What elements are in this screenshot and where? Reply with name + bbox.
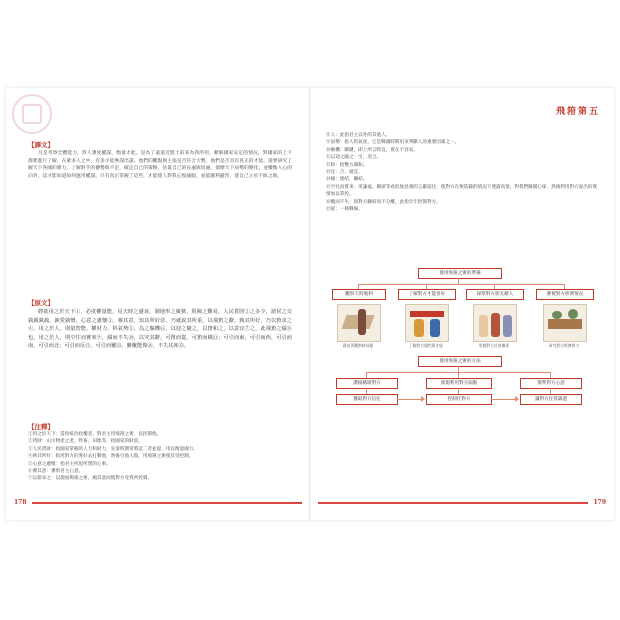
note-item: ⑨氣勢：指人的氣度，它是戰國時期用來判斷人的重要因素之一。 [326, 140, 460, 146]
note-item: ⑯縱而不失：與對方聯結而不分離，此指牢牢控制對方。 [326, 199, 441, 205]
book-spread [6, 88, 614, 520]
note-item: ⑪以迎之隨之：引，迎合。 [326, 155, 382, 161]
footer-rule [32, 502, 302, 504]
prep-item-box: 審視對方經濟情況 [536, 289, 594, 300]
illustration-landscape [337, 304, 381, 342]
illustration-village [543, 304, 587, 342]
note-item: ⑧人：此指君主以外的其他人。 [326, 133, 391, 138]
connector [491, 399, 517, 400]
note-item: ⑫和：指雙方調和。 [326, 162, 368, 168]
connector [358, 284, 564, 285]
note-item: ⑬宜：合，適宜。 [326, 170, 363, 176]
note-item: ③人民貨財：指國家掌握的人力和財力，先秦時期常將這二者並提，用以衡量國力。 [28, 446, 198, 452]
decorative-seal-icon [12, 94, 52, 134]
note-item: ⑰從：一條戰線。 [326, 207, 363, 213]
result-item-box: 獲取對方信任 [336, 394, 398, 405]
left-page [6, 88, 310, 520]
note-item: ④鉤其所好：指用對方的愛好去打動他，然後引他入彀，用飛箝之術使其受控制。 [28, 454, 194, 460]
prep-item-box: 了解對方才能喜好 [398, 289, 456, 300]
method-item-box: 摸準對方心意 [520, 378, 582, 389]
result-item-box: 控制住對方 [426, 394, 492, 405]
method-item-box: 發現利用對方弱點 [426, 378, 492, 389]
notes-continued [326, 132, 598, 213]
note-item: ②貨財：山川物產之產、牲畜、田地等，指國家的財富。 [28, 439, 143, 445]
page-number: 179 [593, 499, 606, 506]
arrow-right-icon [515, 396, 519, 402]
notes-heading: 【注釋】 [28, 423, 54, 431]
prep-item-box: 觀察天時地利 [332, 289, 386, 300]
note-item: ⑭綴：連結，聯結。 [326, 177, 368, 183]
illustration-caption: 研究對方經濟實力 [548, 343, 580, 348]
illustration-caption: 藉由著觀察時局變 [342, 343, 374, 348]
prep-header-box: 使用飛箝之術的準備 [418, 268, 502, 279]
note-item: ⑮空往而實來：用謙虛、稱頌等看似無意義的言辭前往，使對方在無防範的情況下透露真情，對我們敞開心扉，然後利用對方說出的實情加以掌控。 [326, 184, 598, 198]
right-page [310, 88, 614, 520]
note-item: ⑩樞機：關鍵，即上所言時宜，實在不容易。 [326, 147, 418, 153]
original-heading: 【原文】 [28, 299, 54, 307]
connector [397, 399, 423, 400]
page-number: 178 [14, 499, 27, 506]
illustration-people [473, 304, 517, 342]
note-item: ⑥審其意：審察君主心意。 [28, 469, 84, 475]
arrow-right-icon [421, 396, 425, 402]
illustration-caption: 了解對方個性與才能 [408, 343, 444, 348]
method-header-box: 使用飛箝之術的方法 [418, 356, 502, 367]
translation-heading: 【譯文】 [28, 141, 54, 149]
result-item-box: 讓對方任我調遣 [520, 394, 582, 405]
prep-item-box: 探察對方朋友敵人 [466, 289, 524, 300]
illustration-court [405, 304, 449, 342]
footer-rule [318, 502, 588, 504]
running-head: 飛箝第五 [555, 107, 600, 117]
notes-list [28, 431, 292, 483]
illustration-caption: 掌握對方社會關係 [478, 343, 510, 348]
translation-text: 凡是考察全體能力，對人審度權謀，衡量才能，是為了遠道近賢士前來為我所用，瞭解國家安定的情況，對國家的上下都要進行了解，在眾多人之中，有多少能參謀出謀。他們的觀點與主張是否符合大勢，他們是否具有真正的才能。還要研究了解天下各國的實力，了解對手的優勢與不足，確定自己的策略，估量自己的長處與短處，揣摩天下局勢的變化，並權衡人心的向背，這才能知道如何運用權謀。只有真正掌握了這些，才能使人對我心悅誠服，並能趨利避害，使自己立於不敗之地。 [28, 151, 292, 179]
note-item: ①用之於天下：當指統治政權者，對君主用飛箝之術，以控制他。 [28, 432, 162, 437]
note-item: ⑦以箝求之：以施加鉤箝之術，順其意而使對方受我所控制。 [28, 476, 153, 482]
method-item-box: 讚揚稱頌對方 [336, 378, 398, 389]
original-text: 將欲用之於天下①，必度權量能，見天時之盛衰，制地形之廣狹、阻險之難易，人民貨財②之多少，諸侯之交孰親孰疏，孰愛孰憎，心意之慮懷③。審其意，知其所好惡，乃就說其所重，以飛箝之辭，鉤其所好，乃以箝求之④。用之於人，則量智能、權材力、料氣勢⑤，為之樞機⑥，以迎之隨之，以箝和之，以意宜⑦之，此飛箝之綴⑧也。用之於人，則空往而實來⑨，綴而不失⑩，以究其辭，可箝而從，可箝而橫⑪；可引而東，可引而西，可引而南，可引而北；可引而反⑫，可引而覆⑬。雖覆能復⑭，不失其度⑮。 [28, 309, 292, 350]
note-item: ⑤心意之慮懷：指君主所思所想的心事。 [28, 461, 111, 467]
